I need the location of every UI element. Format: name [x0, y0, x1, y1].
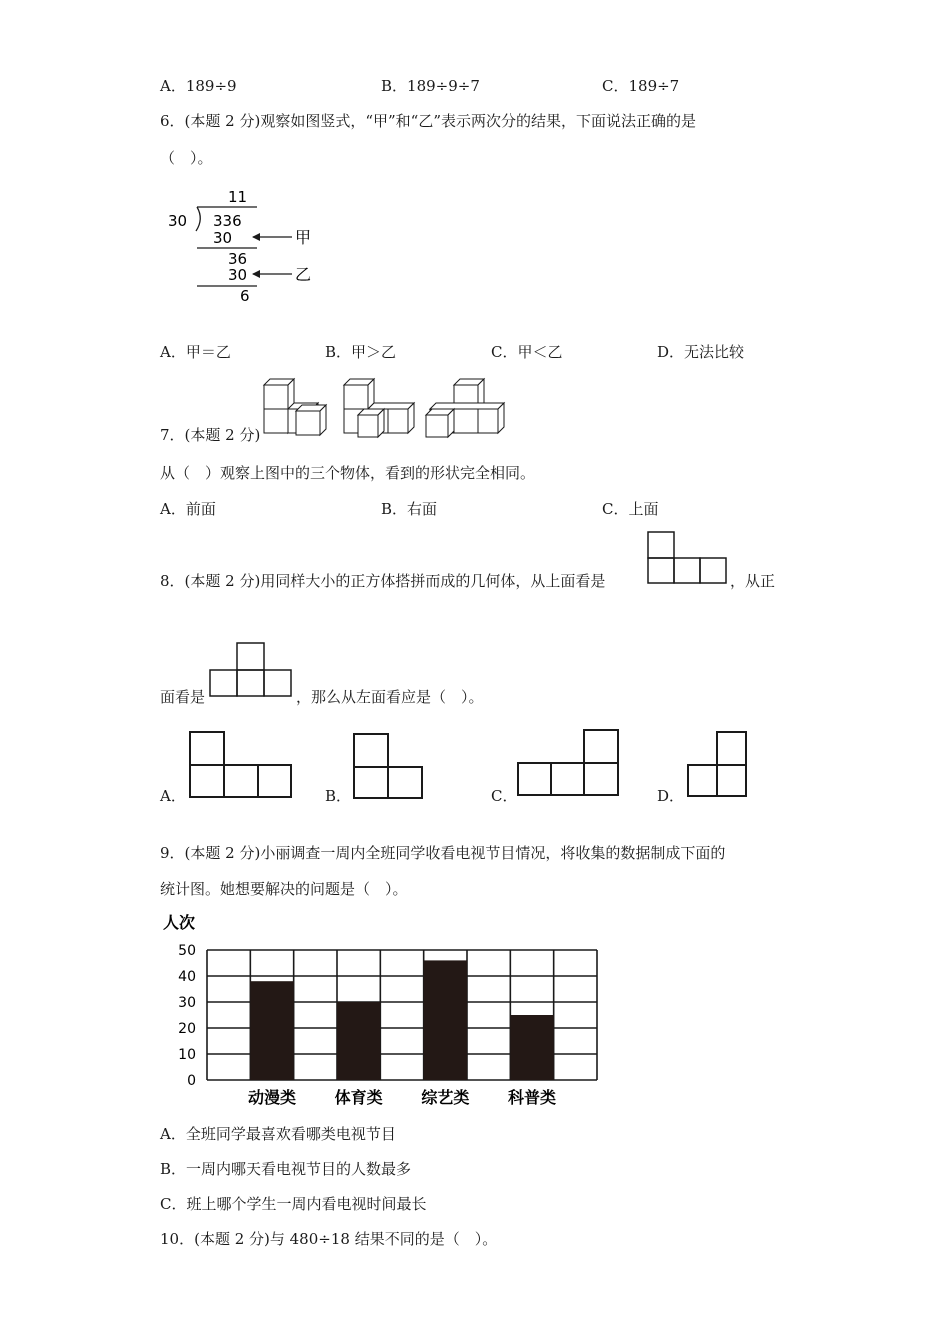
q8-stem-part4: ，那么从左面看应是（ ）。: [296, 688, 484, 706]
remainder2: 6: [240, 287, 250, 305]
divisor: 30: [168, 212, 188, 230]
arrow-head-2: [252, 270, 260, 278]
q6-stem-line1: 6．(本题 2 分)观察如图竖式，“甲”和“乙”表示两次分的结果，下面说法正确的是: [160, 112, 697, 130]
q9-option-a[interactable]: [160, 1124, 396, 1144]
y-tick-label: 10: [178, 1047, 196, 1063]
option-letter: A．: [160, 500, 186, 518]
option-text: 前面: [185, 500, 216, 518]
q5-option-b[interactable]: [381, 76, 480, 96]
q8-stem-part1: 8．(本题 2 分)用同样大小的正方体搭拼而成的几何体，从上面看是: [160, 572, 606, 590]
label-jia: 甲: [295, 228, 312, 247]
y-axis-label: 人次: [163, 913, 196, 932]
option-c-shape[interactable]: [516, 728, 622, 798]
q8-option-a[interactable]: [160, 786, 186, 806]
option-text: 一周内哪天看电视节目的人数最多: [186, 1160, 412, 1178]
option-text: 189÷7: [628, 77, 680, 95]
bar-动漫类: [250, 981, 293, 1080]
option-text: 班上哪个学生一周内看电视时间最长: [186, 1195, 427, 1213]
category-label: 动漫类: [247, 1088, 297, 1107]
option-text: 全班同学最喜欢看哪类电视节目: [185, 1125, 396, 1143]
bar-体育类: [337, 1002, 380, 1080]
option-letter: A．: [160, 1125, 186, 1143]
category-label: 综艺类: [421, 1088, 470, 1107]
option-b-shape[interactable]: [352, 732, 426, 800]
option-letter: B．: [381, 77, 408, 95]
q6-option-d[interactable]: [657, 342, 744, 362]
q7-option-a[interactable]: [160, 499, 216, 519]
option-letter: C．: [491, 343, 518, 361]
q7-option-b[interactable]: [381, 499, 437, 519]
option-letter: D．: [657, 787, 685, 805]
quotient: 11: [228, 188, 248, 206]
q9-stem-line2: 统计图。她想要解决的问题是（ ）。: [160, 880, 408, 898]
q6-option-b[interactable]: [325, 342, 396, 362]
step1-product: 30: [213, 229, 233, 247]
option-letter: C．: [491, 787, 518, 805]
division-bracket: [196, 207, 200, 231]
option-letter: D．: [657, 343, 685, 361]
option-d-shape[interactable]: [686, 730, 750, 800]
long-division-figure: [160, 182, 330, 307]
option-letter: C．: [602, 500, 629, 518]
option-text: 上面: [628, 500, 659, 518]
tv-program-bar-chart: [160, 908, 610, 1113]
cube-object-3: [426, 379, 504, 437]
y-tick-label: 30: [178, 995, 196, 1011]
q7-stem-line1: 7．(本题 2 分): [160, 426, 261, 444]
q5-option-c[interactable]: [602, 76, 679, 96]
option-letter: A．: [160, 77, 186, 95]
label-yi: 乙: [295, 265, 312, 284]
q9-stem-line1: 9．(本题 2 分)小丽调查一周内全班同学收看电视节目情况，将收集的数据制成下面的: [160, 844, 726, 862]
option-letter: C．: [602, 77, 629, 95]
front-view-figure: [208, 642, 294, 698]
q8-option-d[interactable]: [657, 786, 684, 806]
category-label: 科普类: [507, 1088, 557, 1107]
option-letter: A．: [160, 343, 186, 361]
q5-option-a[interactable]: [160, 76, 237, 96]
option-letter: A．: [160, 787, 186, 805]
option-letter: B．: [325, 787, 352, 805]
bar-科普类: [510, 1015, 553, 1080]
q8-option-b[interactable]: [325, 786, 351, 806]
bar-综艺类: [424, 960, 467, 1080]
q7-stem-line2: 从（ ）观察上图中的三个物体，看到的形状完全相同。: [160, 464, 536, 482]
option-a-shape[interactable]: [188, 730, 294, 800]
step2-product: 30: [228, 266, 248, 284]
arrow-head-1: [252, 233, 260, 241]
top-view-figure: [647, 531, 729, 585]
q8-stem-part2: ，从正: [730, 572, 776, 590]
three-cube-objects-figure: [260, 375, 510, 440]
q7-option-c[interactable]: [602, 499, 659, 519]
q6-stem-line2: （ ）。: [160, 149, 213, 167]
q8-stem-part3: 面看是: [160, 688, 206, 706]
option-letter: C．: [160, 1195, 187, 1213]
q8-option-c[interactable]: [491, 786, 517, 806]
q9-option-b[interactable]: [160, 1159, 411, 1179]
y-tick-label: 0: [187, 1073, 196, 1089]
option-letter: B．: [381, 500, 408, 518]
option-text: 无法比较: [684, 343, 745, 361]
cube-object-2: [344, 379, 414, 437]
q10-stem: 10．(本题 2 分)与 480÷18 结果不同的是（ ）。: [160, 1230, 498, 1248]
option-text: 189÷9÷7: [407, 77, 480, 95]
y-tick-label: 40: [178, 969, 196, 985]
q9-option-c[interactable]: [160, 1194, 427, 1214]
option-text: 右面: [407, 500, 438, 518]
q6-option-c[interactable]: [491, 342, 563, 362]
option-text: 甲＜乙: [517, 343, 563, 361]
option-text: 甲＞乙: [351, 343, 397, 361]
category-label: 体育类: [334, 1088, 383, 1107]
dividend: 336: [213, 212, 242, 230]
remainder1: 36: [228, 250, 248, 268]
cube-object-1: [264, 379, 326, 435]
q6-option-a[interactable]: [160, 342, 231, 362]
option-letter: B．: [325, 343, 352, 361]
option-letter: B．: [160, 1160, 187, 1178]
option-text: 189÷9: [185, 77, 237, 95]
option-text: 甲＝乙: [185, 343, 231, 361]
y-tick-label: 20: [178, 1021, 196, 1037]
y-tick-label: 50: [178, 943, 196, 959]
